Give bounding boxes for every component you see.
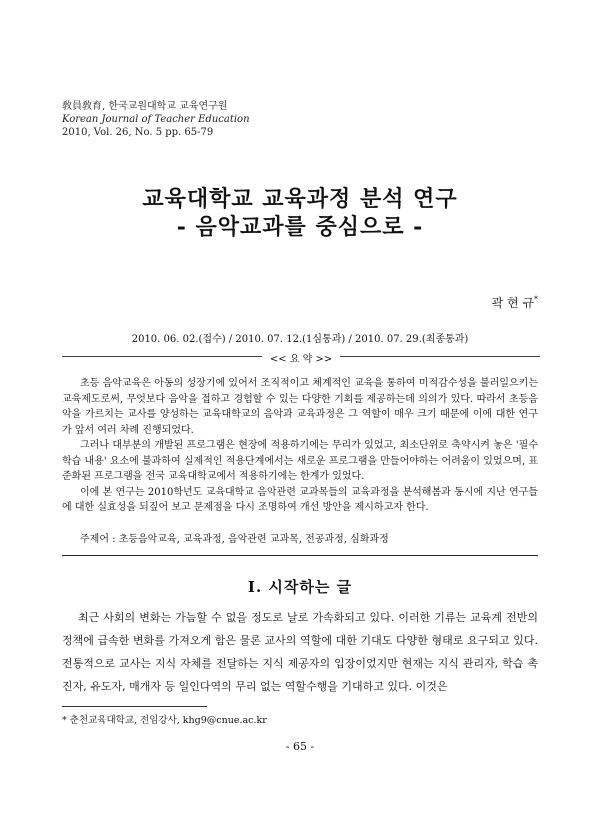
footnote: * 춘천교육대학교, 전임강사, khg9@cnue.ac.kr [62, 715, 267, 726]
divider [62, 555, 538, 556]
journal-header [62, 100, 250, 139]
body-paragraph: 최근 사회의 변화는 가늠할 수 없을 정도로 날로 가속화되고 있다. 이러한 기류는 교육계 전반의 정책에 급속한 변화를 가져오게 함은 물론 교사의 역할에 대한 기대도 다양한 형태로 요구되고 있다. 전통적으로 교사는 지식 자체를 전달하는 지식 제공자의 입장이었지만 현재는 지식 관리자, 학습 촉진자, 유도자, 매개자 등 일인다역의 무리 없는 역할수행을 기대하고 있다. 이것은 [62, 611, 538, 693]
author-name: 곽 현 규 [491, 296, 534, 310]
submission-dates: 2010. 06. 02.(접수) / 2010. 07. 12.(1심통과) / 2010. 07. 29.(최종통과) [131, 334, 469, 345]
section-heading: I. 시작하는 글 [247, 578, 353, 596]
abstract-paragraph: 초등 음악교육은 아동의 성장기에 있어서 조직적이고 체계적인 교육을 통하여 미적감수성을 불러일으키는 교육제도로써, 무엇보다 음악을 접하고 경험할 수 있는 다양한 기회를 제공하는데 의의가 있다. 따라서 초등음악을 가르치는 교사를 양성하는 교육대학교의 음악과 교육과정은 그 역할이 매우 크기 때문에 이에 대한 연구가 앞서 여러 차례 진행되었다. [62, 378, 538, 436]
page-number: - 65 - [285, 740, 315, 753]
volume-info: 2010, Vol. 26, No. 5 pp. 65-79 [62, 127, 214, 138]
author-footnote-mark: * [534, 295, 538, 304]
keywords: 주제어 : 초등음악교육, 교육과정, 음악관련 교과목, 전공과정, 심화과정 [80, 534, 389, 545]
section-body [62, 606, 538, 698]
abstract-label: << 요 약 >> [269, 354, 333, 365]
abstract-label-bar [62, 350, 540, 365]
journal-name-english: Korean Journal of Teacher Education [62, 114, 250, 125]
paper-title: 교육대학교 교육과정 분석 연구 [142, 186, 458, 212]
abstract [62, 376, 538, 516]
footnote-divider [62, 706, 207, 707]
paper-subtitle: - 음악교과를 중심으로 - [176, 214, 424, 240]
journal-name-korean: 敎員敎育, 한국교원대학교 교육연구원 [62, 101, 228, 112]
abstract-paragraph: 그러나 대부분의 개발된 프로그램은 현장에 적용하기에는 무리가 있었고, 최소단위로 축약시켜 놓은 '필수학습 내용' 요소에 불과하여 실제적인 적용단계에서는 새로운 프로그램을 만들어야하는 어려움이 있었으며, 표준화된 프로그램을 전국 교육대학교에서 적용하기에는 한계가 있었다. [62, 440, 538, 482]
abstract-paragraph: 이에 본 연구는 2010학년도 교육대학교 음악관련 교과목들의 교육과정을 분석해봄과 동시에 지난 연구들에 대한 실효성을 되짚어 보고 문제점을 다시 조명하여 개선 방안을 제시하고자 한다. [62, 486, 538, 513]
author [492, 294, 538, 311]
